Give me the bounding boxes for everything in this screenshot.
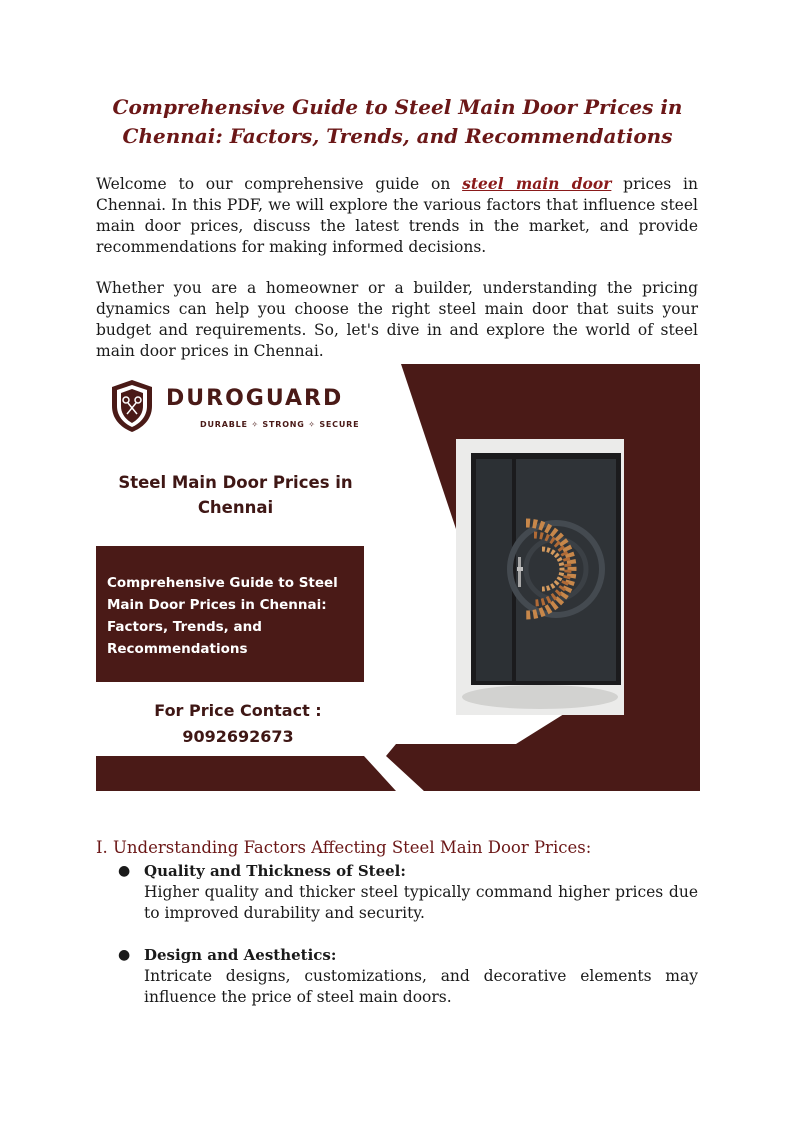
promo-banner: [96, 364, 700, 791]
steel-door-image: [456, 439, 624, 715]
brand-tagline: DURABLE ✧ STRONG ✧ SECURE: [200, 420, 360, 429]
intro-paragraph: [96, 173, 698, 258]
price-contact: [108, 698, 368, 750]
duroguard-logo: [108, 378, 378, 434]
second-paragraph: Whether you are a homeowner or a builder, understanding the pricing dynamics can help you choose the right steel main door that suits your budget and requirements. So, let's dive in and explore the world of steel main door prices in Chennai.: [96, 279, 698, 360]
bullet-title: Design and Aesthetics:: [144, 946, 337, 964]
document-title: Comprehensive Guide to Steel Main Door Prices in Chennai: Factors, Trends, and Recommendations: [112, 95, 683, 148]
steel-main-door-link[interactable]: steel main door: [462, 174, 612, 193]
bullet-icon: ●: [118, 947, 131, 963]
bullet-icon: ●: [118, 863, 131, 879]
phone-number: 9092692673: [182, 727, 294, 746]
banner-heading: Steel Main Door Prices in Chennai: [118, 473, 353, 517]
bullet-title: Quality and Thickness of Steel:: [144, 862, 406, 880]
shield-keys-icon: [108, 378, 156, 434]
intro-text-end: prices in Chennai. In this PDF, we will explore the various factors that influence steel main door prices, discuss the latest trends in the market, and provide recommendations for making informed decisions.: [96, 175, 698, 256]
banner-guide-text: Comprehensive Guide to Steel Main Door Prices in Chennai: Factors, Trends, and Recommendations: [107, 575, 338, 657]
intro-text-start: Welcome to our comprehensive guide on: [96, 175, 463, 193]
bullet-text: Higher quality and thicker steel typically command higher prices due to improved durability and security.: [144, 883, 698, 922]
contact-label: For Price Contact :: [154, 701, 322, 720]
section-heading: I. Understanding Factors Affecting Steel Main Door Prices:: [96, 838, 592, 857]
brand-name: DUROGUARD: [166, 386, 344, 411]
bullet-text: Intricate designs, customizations, and decorative elements may influence the price of steel main doors.: [144, 967, 698, 1006]
